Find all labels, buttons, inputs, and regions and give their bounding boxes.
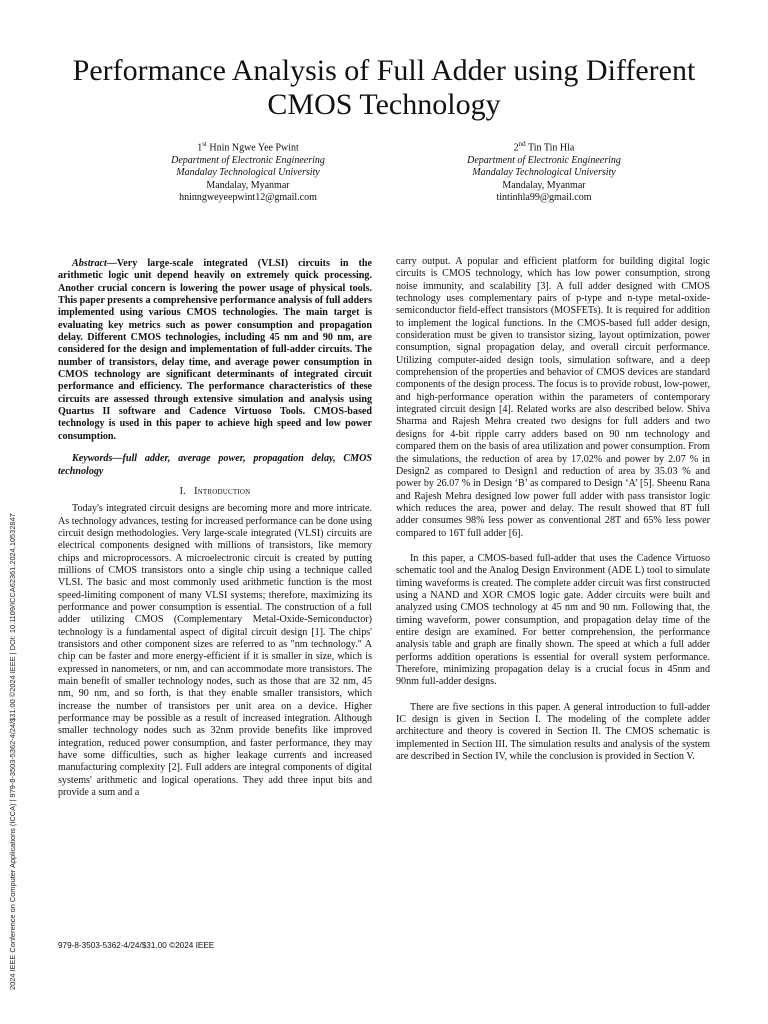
section-heading-introduction [58, 486, 372, 498]
author-2-block [424, 138, 664, 204]
keywords-label: Keywords [72, 453, 113, 465]
side-citation-banner: 2024 IEEE Conference on Computer Applications (ICCA) | 979-8-3503-5362-4/24/$31.00 ©2024 IEEE | DOI: 10.1109/ICCA62361.2024.10532847 [8, 513, 17, 990]
abstract [58, 258, 372, 443]
author-2-ordinal-suffix: nd [518, 140, 526, 148]
author-2-name: Tin Tin Hla [528, 142, 575, 154]
keywords-text: —full adder, average power, propagation delay, CMOS technology [58, 453, 372, 477]
abstract-text: —Very large-scale integrated (VLSI) circuits in the arithmetic logic unit depend heavily on extremely quick processing. Another crucial concern is lowering the power usage of physical tools. This paper presents a comprehensive performance analysis of full adders implemented using various CMOS technologies. The main target is evaluating key metrics such as power consumption and propagation delay. Different CMOS technologies, including 45 nm and 90 nm, are considered for the design and implementation of full-adder circuits. The number of transistors, delay time, and average power consumption in CMOS technology are significant determinants of integrated circuit performance and efficiency. The performance characteristics of these circuits are assessed through extensive simulation and analysis using Quartus II software and Cadence Virtuoso Tools. CMOS-based technology is used in this paper to achieve high speed and low power consumption. [58, 258, 372, 442]
section-title: Introduction [194, 485, 251, 497]
author-2-ordinal: 2 [513, 142, 519, 154]
keywords [58, 453, 372, 478]
author-2-university: Mandalay Technological University [472, 167, 616, 179]
copyright-footer: 979-8-3503-5362-4/24/$31.00 ©2024 IEEE [58, 941, 215, 950]
intro-paragraph-1: Today's integrated circuit designs are becoming more and more intricate. As technology advances, testing for increased performance can be done using circuit design methodologies. Very large-scale integrated (VLSI) circuits are electrical components designed with millions of transistors, like memory chips and microprocessors. A microelectronic circuit is created by putting millions of CMOS transistors onto a single chip using a technique called VLSI. The basic and most commonly used arithmetic function is the most speed-limiting component of many VLSI systems; therefore, maximizing its performance and power consumption is essential. The construction of a full adder utilizing CMOS (Complementary Metal-Oxide-Semiconductor) technology is a fundamental aspect of digital circuit design [1]. The chips' transistors and other component sizes are referred to as "nm technology." A chip can be faster and more energy-efficient if it is smaller in size, which is expressed in nanometers, or nm, and can accommodate more transistors. The main benefit of smaller technology nodes, such as those that are 32 nm, 45 nm, 90 nm, and so forth, is that they enable smaller transistors, which increase the number of transistors per unit area on a device. Higher performance may be possible as a result of increased integration. Although smaller technology nodes such as 32nm provide benefits like improved integration, reduced power consumption, and faster performance, they may have some difficulties, such as higher leakage currents and increased manufacturing complexity [2]. Full adders are integral components of digital systems' arithmetic and logical operations. They add three input bits and provide a sum and a [58, 503, 372, 799]
section-number: I. [179, 485, 186, 497]
author-1-university: Mandalay Technological University [176, 167, 320, 179]
intro-paragraph-3: In this paper, a CMOS-based full-adder that uses the Cadence Virtuoso schematic tool and the Analog Design Environment (ADE L) tool to simulate timing waveforms is created. The complete adder circuit was first constructed using a NAND and XOR CMOS logic gate. Adder circuits were built and analyzed using CMOS technology at 45 nm and 90 nm. Following that, the timing waveform, power consumption, and propagation delay time of the entire design are examined. For better comprehension, the performance analysis table and graph are finally shown. The speed at which a full adder performs addition operations is essential for overall system performance. Therefore, minimizing propagation delay is a crucial focus in 45nm and 90nm full-adder designs. [396, 552, 711, 688]
author-2-email[interactable]: tintinhla99@gmail.com [496, 191, 592, 203]
author-2-name-line [424, 138, 664, 155]
right-column [396, 256, 710, 763]
author-1-ordinal-suffix: st [202, 140, 207, 148]
abstract-label: Abstract [72, 258, 107, 269]
author-1-name: Hnin Ngwe Yee Pwint [209, 142, 299, 154]
author-2-department: Department of Electronic Engineering [467, 154, 621, 166]
intro-paragraph-2: carry output. A popular and efficient platform for building digital logic circuits is CMOS technology, which has low power consumption, strong noise immunity, and scalability [3]. A full adder designed with CMOS technology uses complementary pairs of p-type and n-type metal-oxide-semiconductor field-effect transistors (MOSFETs). It is required for addition to implement the logical functions. In the CMOS-based full adder design, consideration must be given to transistor sizing, layout optimization, power consumption, signal propagation delay, and overall circuit performance. Utilizing computer-aided design tools, simulation software, and a deep comprehension of the properties and behavior of CMOS devices are standard components of the design process. The focus is to provide robust, low-power, and high-performance operation within the parameters of contemporary integrated circuit design [4]. Related works are also described below. Shiva Sharma and Rajesh Mehra created two designs for full adders and two designs for 4-bit ripple carry adders based on 90 nm technology and compared them on the basis of area utilization and power consumption. From the simulations, the reduction of area by 17.02% and power by 2.07 % in Design2 as compared to Design1 and reduction of area by 35.03 % and power by 26.07 % in Design ‘B’ as compared to Design ‘A’ [5]. Sheenu Rana and Rajesh Mehra designed low power full adder with pass transistor logic which reduces the area, power and delay. The result showed that 8T full adder consumes 98% less power as conventional 28T and 65% less power compared to 16T full adder [6]. [396, 256, 710, 539]
author-1-email[interactable]: hninngweyeepwint12@gmail.com [179, 191, 317, 203]
intro-paragraph-4: There are five sections in this paper. A general introduction to full-adder IC design is given in Section I. The modeling of the complete adder architecture and theory is covered in Section II. The CMOS schematic is implemented in Section III. The simulation results and analysis of the system are described in Section IV, while the conclusion is provided in Section V. [396, 701, 710, 763]
author-2-location: Mandalay, Myanmar [502, 179, 586, 191]
author-1-ordinal: 1 [197, 142, 203, 154]
left-column [58, 258, 372, 799]
author-1-name-line [128, 138, 368, 155]
paper-title: Performance Analysis of Full Adder using Different CMOS Technology [72, 54, 696, 122]
author-1-department: Department of Electronic Engineering [171, 154, 325, 166]
author-1-block [128, 138, 368, 204]
author-1-location: Mandalay, Myanmar [206, 179, 290, 191]
